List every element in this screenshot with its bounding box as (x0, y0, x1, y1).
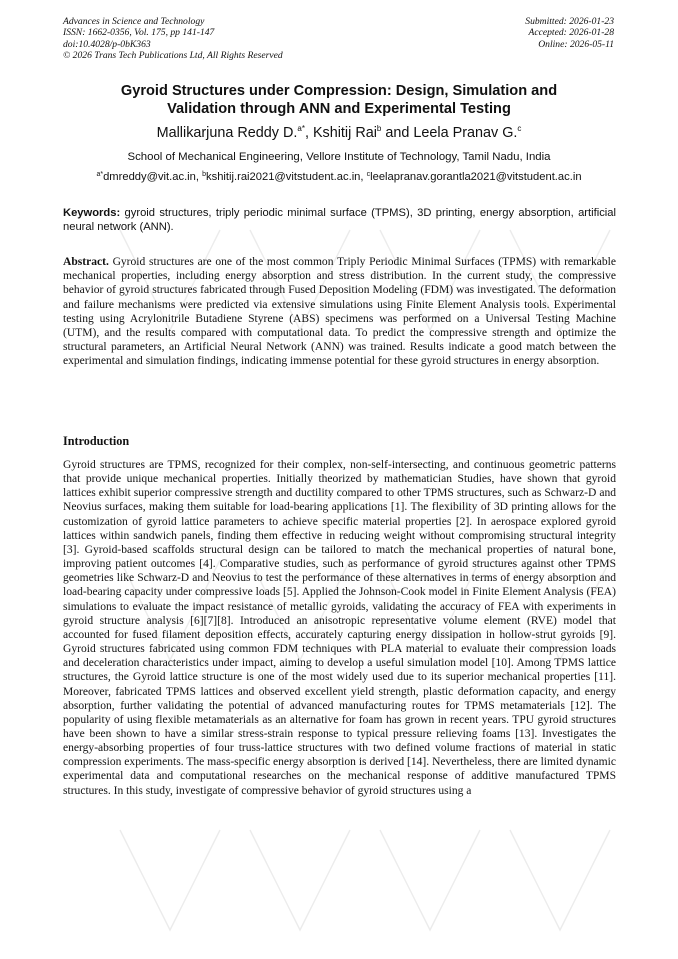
abstract-text: Gyroid structures are one of the most common Triply Periodic Minimal Surfaces (TPMS) with remarkable mechanical properties, including energy absorption and stress distribution. In the current study, the compressive behavior of gyroid structures fabricated through Fused Deposition Modeling (FDM) was investigated. The deformation and failure mechanisms were predicted via extensive simulations using Finite Element Analysis tools. Experimental testing using Acrylonitrile Butadiene Styrene (ABS) specimens was performed on a Universal Testing Machine (UTM), and the results compared with computational data. To predict the compressive strength and optimize the structural parameters, an Artificial Neural Network (ANN) was trained. Results indicate a good match between the experimental and simulation findings, indicating immense potential for these gyroid structures in energy absorption. (63, 256, 616, 368)
issn-line: ISSN: 1662-0356, Vol. 175, pp 141-147 (63, 27, 215, 39)
email-3[interactable]: leelapranav.gorantla2021@vitstudent.ac.in (370, 171, 582, 183)
author-2-affil: b (376, 124, 382, 133)
author-separator: , (304, 125, 313, 141)
author-1-affil: a* (297, 124, 305, 133)
accepted-date: Accepted: 2026-01-28 (528, 27, 614, 39)
author-1: Mallikarjuna Reddy D. (156, 125, 298, 141)
email-3-affil: c (366, 171, 371, 178)
publication-dates (525, 16, 614, 50)
section-heading-introduction: Introduction (63, 434, 130, 448)
email-1-affil: a* (96, 171, 104, 178)
keywords-text: gyroid structures, triply periodic minimal surface (TPMS), 3D printing, energy absorption, artificial neural network (ANN). (63, 207, 616, 234)
author-list (20, 124, 658, 142)
author-separator: and (381, 125, 414, 141)
keywords-label: Keywords: (63, 207, 121, 219)
email-1[interactable]: dmreddy@vit.ac.in, (103, 171, 203, 183)
copyright-line: © 2026 Trans Tech Publications Ltd, All Rights Reserved (63, 50, 283, 62)
abstract-block (63, 255, 616, 369)
keywords-block (63, 206, 616, 234)
paper-title (40, 82, 638, 118)
submitted-date: Submitted: 2026-01-23 (525, 16, 614, 27)
journal-info (63, 16, 283, 62)
journal-name: Advances in Science and Technology (63, 16, 205, 27)
email-2-affil: b (202, 171, 207, 178)
introduction-text: Gyroid structures are TPMS, recognized for their complex, non-self-intersecting, and continuous geometric patterns that provide unique mechanical properties. Initially theorized by mathematician Studies, have shown that gyroid lattices exhibit superior compressive strength and ductility compared to other TPMS structures, such as Schwarz-D and Neovius surfaces, making them suitable for load-bearing applications [1]. The flexibility of 3D printing allows for the customization of gyroid lattice parameters to achieve specific material properties [2]. In aerospace explored gyroid lattices within sandwich panels, finding them effective in reducing weight without compromising structural integrity [3]. Gyroid-based scaffolds structural design can be tailored to match the mechanical properties of natural bone, improving patient outcomes [4]. Comparative studies, such as performance of gyroid structures against other TPMS geometries like Schwarz-D and Neovius to test the performance of these alternatives in terms of energy absorption and load-bearing capacity under compressive loads [5]. Applied the Johnson-Cook model in Finite Element Analysis (FEA) simulations to evaluate the impact resistance of metallic gyroids, validating the accuracy of FEA with experiments in gyroid structure analysis [6][7][8]. Introduced an anisotropic representative volume element (RVE) model that accounted for fused filament deposition effects, accurately capturing energy dissipation in hollow-strut gyroids [9]. Gyroid structures fabricated using common FDM techniques with PLA material to evaluate their compression loads and deceleration characteristics under impact, aiming to develop a useful simulation model [10]. Among TPMS lattice structures, the Gyroid lattice structure is one of the most widely used due to its superior mechanical properties [11]. Moreover, fabricated TPMS lattices and observed excellent yield strength, plastic deformation capacity, and energy absorption, further validating the potential of advanced manufacturing routes for TPMS metamaterials [12]. The popularity of using flexible metamaterials as an alternative for foam has grown in recent years. TPU gyroid structures have been shown to have a similar stress-strain response to typical pressure relieving foams [13]. Investigates the energy-absorbing properties of four truss-lattice structures with two defined volume fractions of material in static compression experiments. The mass-specific energy absorption is derived [14]. Nevertheless, there are limited dynamic experimental data and computational researches on the mechanical response of additive manufactured TPMS structures. In this study, investigate of compressive behavior of gyroid structures using a (63, 459, 616, 797)
email-2[interactable]: kshitij.rai2021@vitstudent.ac.in, (206, 171, 367, 183)
author-2: Kshitij Rai (312, 125, 377, 141)
title-line-2: Validation through ANN and Experimental Testing (167, 101, 511, 117)
author-emails (14, 170, 664, 184)
title-line-1: Gyroid Structures under Compression: Design, Simulation and (120, 83, 558, 99)
doi-line: doi:10.4028/p-0bK363 (63, 38, 151, 50)
online-date: Online: 2026-05-11 (538, 38, 614, 50)
abstract-label: Abstract. (63, 256, 109, 268)
affiliation: School of Mechanical Engineering, Vellore Institute of Technology, Tamil Nadu, India (127, 151, 551, 163)
author-3: Leela Pranav G. (413, 125, 518, 141)
author-3-affil: c (517, 124, 522, 133)
